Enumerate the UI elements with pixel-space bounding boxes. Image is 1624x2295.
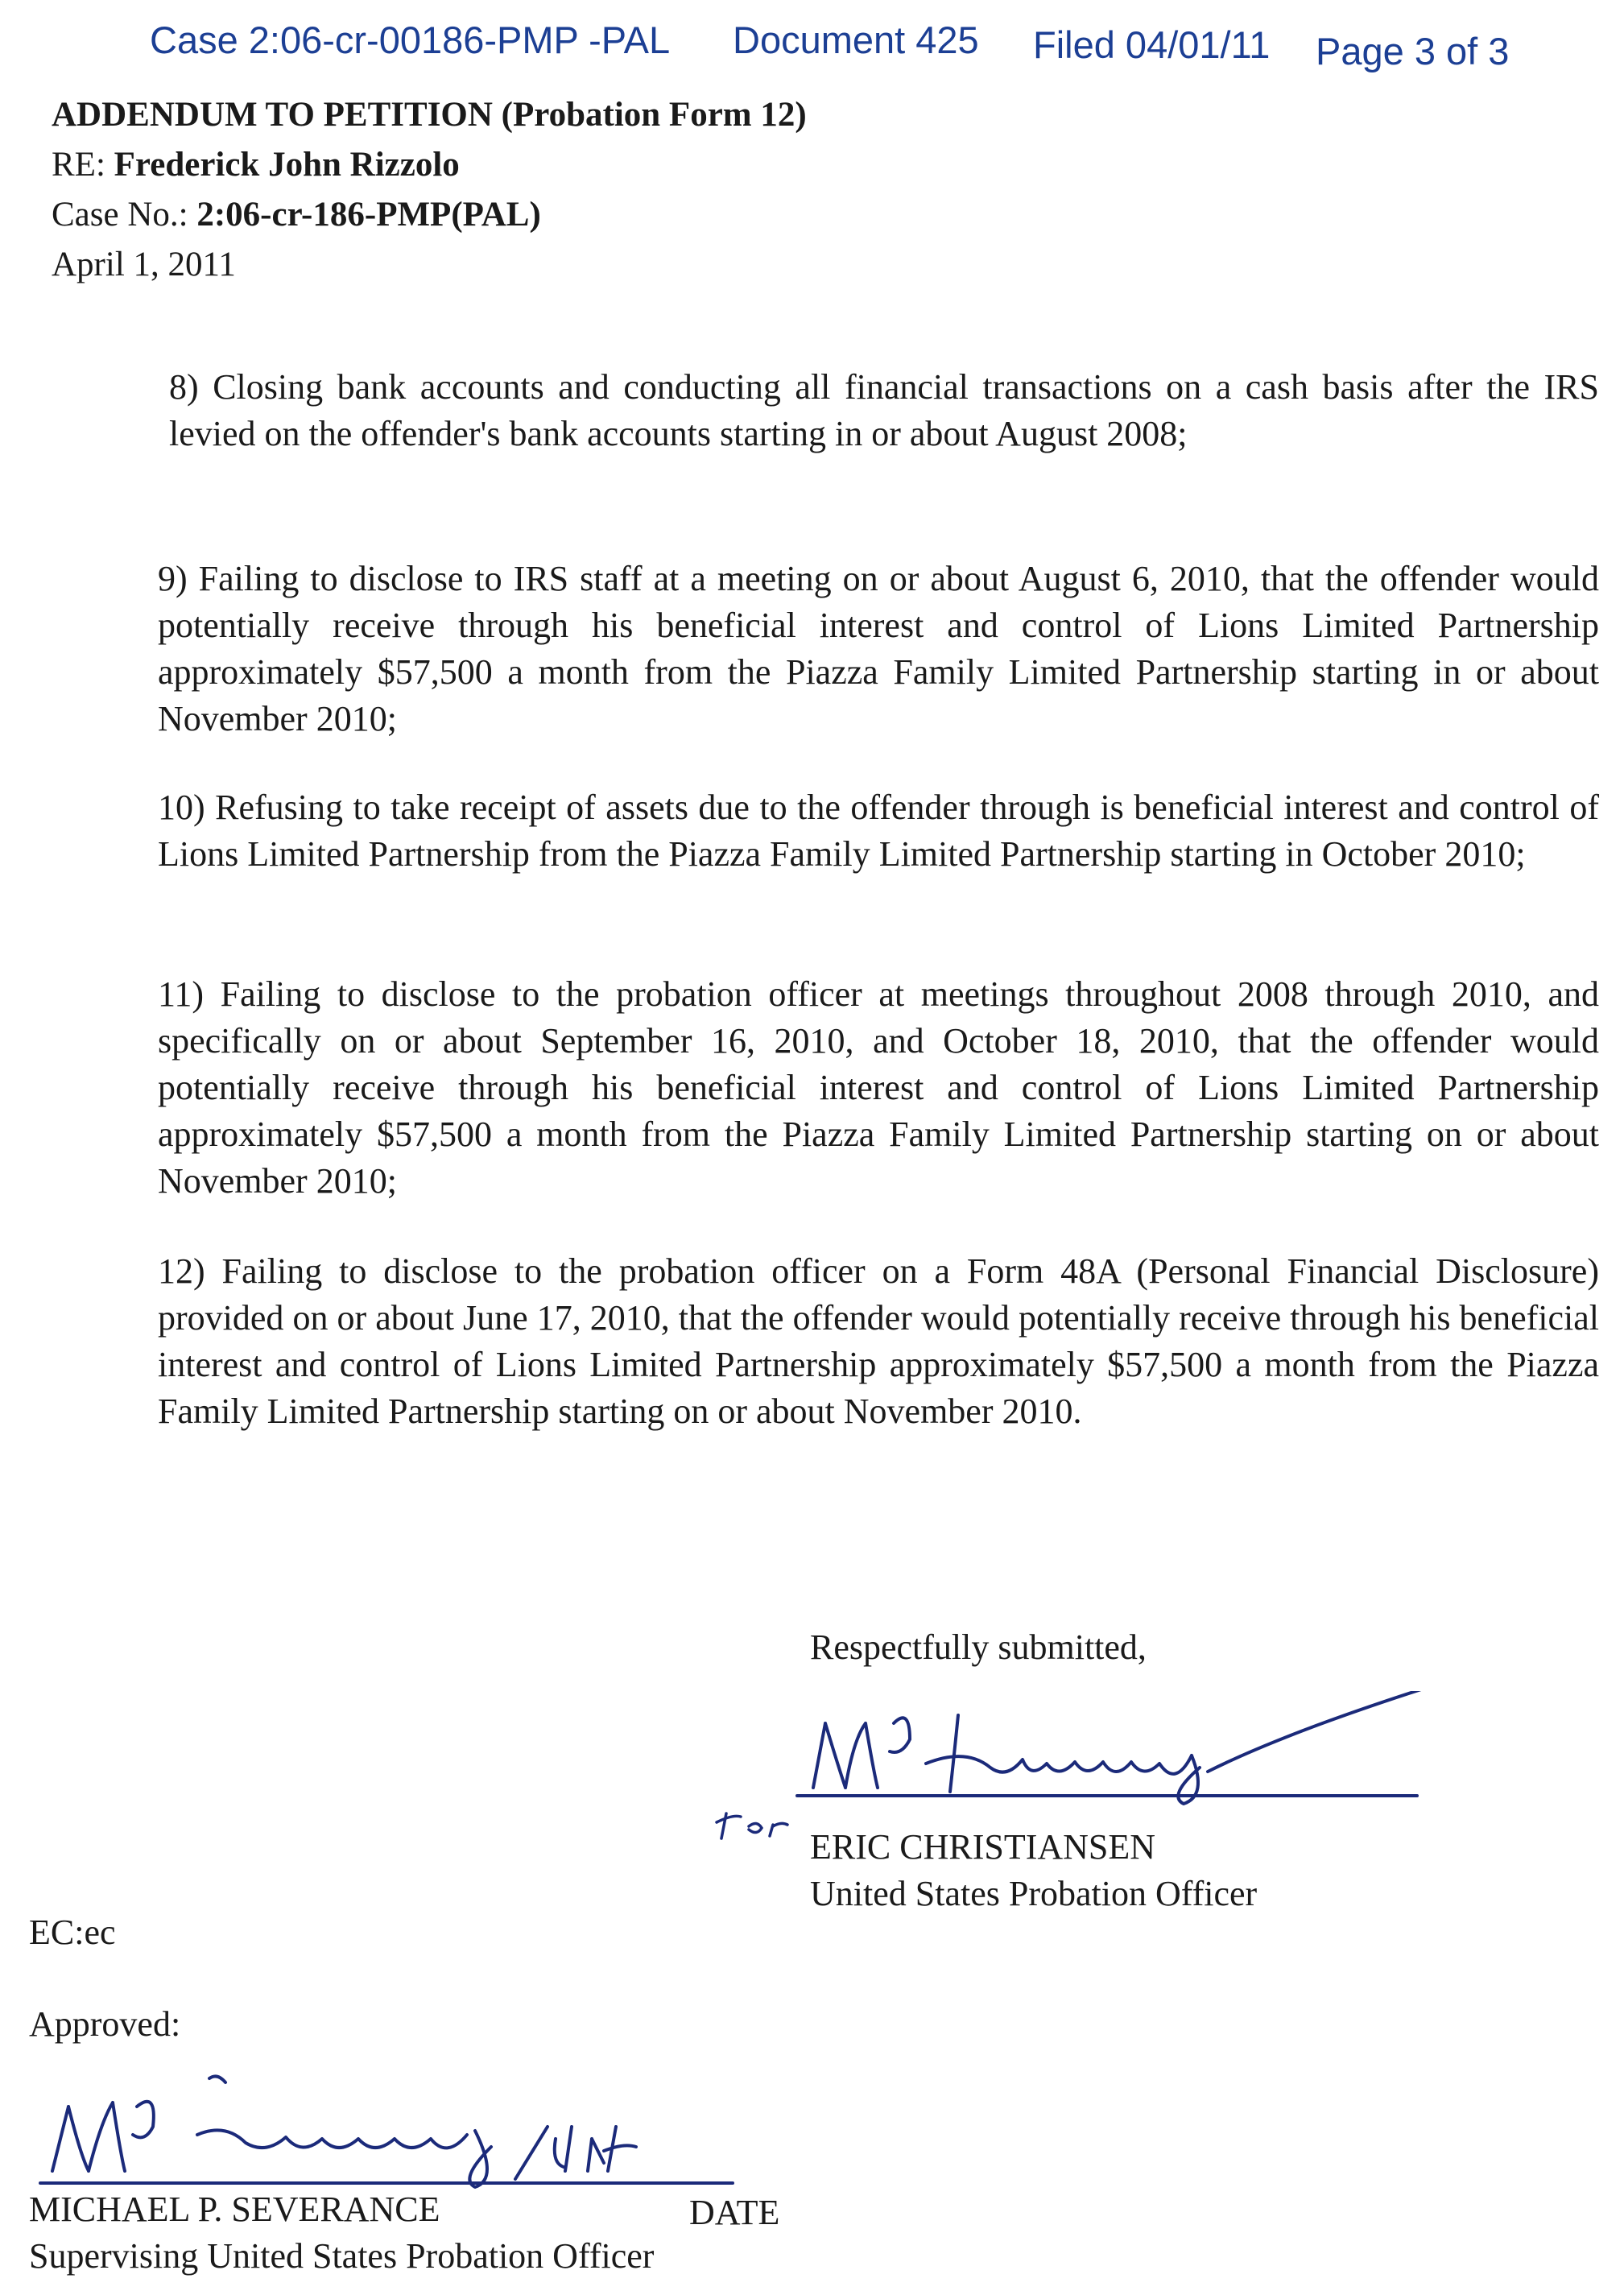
offender-name: Frederick John Rizzolo xyxy=(114,146,460,184)
document-caption xyxy=(52,90,807,290)
re-label: RE: xyxy=(52,146,105,184)
supervisor-name: MICHAEL P. SEVERANCE xyxy=(29,2190,440,2229)
ecf-filed-date: Filed 04/01/11 xyxy=(1033,23,1271,66)
violation-item-12: 12) Failing to disclose to the probation officer on a Form 48A (Personal Financial Disclosure) provided on or about June 17, 2010, that the offender would potentially receive through his beneficial interest and control of Lions Limited Partnership approximately $57,500 a month from the Piazza Family Limited Partnership starting on or about November 2010. xyxy=(158,1251,1599,1431)
case-label: Case No.: xyxy=(52,196,188,234)
officer-signature xyxy=(789,1691,1514,1812)
date-label: DATE xyxy=(689,2193,780,2232)
violation-item-9: 9) Failing to disclose to IRS staff at a meeting on or about August 6, 2010, that the offender would potentially receive through his beneficial interest and control of Lions Limited Partnership approximately $57,500 a month from the Piazza Family Limited Partnership starting in or about November 2010; xyxy=(158,559,1599,738)
document-title: ADDENDUM TO PETITION (Probation Form 12) xyxy=(52,96,807,134)
violation-item-11: 11) Failing to disclose to the probation officer at meetings throughout 2008 through 2010, and specifically on or about September 16, 2010, and October 18, 2010, that the offender would potentially receive through his beneficial interest and control of Lions Limited Partnership approximately $57,500 a month from the Piazza Family Limited Partnership starting on or about November 2010; xyxy=(158,974,1599,1201)
case-line xyxy=(52,190,807,240)
violation-item-10: 10) Refusing to take receipt of assets due to the offender through is beneficial interest and control of Lions Limited Partnership from the Piazza Family Limited Partnership starting in October 2010; xyxy=(158,788,1599,874)
closing-line: Respectfully submitted, xyxy=(810,1627,1147,1667)
ecf-filing-header xyxy=(150,18,1583,82)
supervisor-title: Supervising United States Probation Officer xyxy=(29,2236,655,2276)
approved-label: Approved: xyxy=(29,2004,181,2044)
officer-title: United States Probation Officer xyxy=(810,1874,1258,1913)
case-number: 2:06-cr-186-PMP(PAL) xyxy=(196,196,541,234)
officer-name: ERIC CHRISTIANSEN xyxy=(810,1827,1156,1867)
re-line xyxy=(52,140,807,190)
supervisor-signature xyxy=(24,2066,829,2203)
document-date: April 1, 2011 xyxy=(52,246,236,283)
typist-initials: EC:ec xyxy=(29,1912,116,1952)
ecf-page-number: Page 3 of 3 xyxy=(1316,30,1510,72)
ecf-case-number: Case 2:06-cr-00186-PMP -PAL xyxy=(150,19,671,61)
for-notation xyxy=(709,1802,805,1850)
violation-item-8: 8) Closing bank accounts and conducting all financial transactions on a cash basis after the IRS levied on the offender's bank accounts starting in or about August 2008; xyxy=(169,367,1599,453)
ecf-document-number: Document 425 xyxy=(733,19,979,61)
